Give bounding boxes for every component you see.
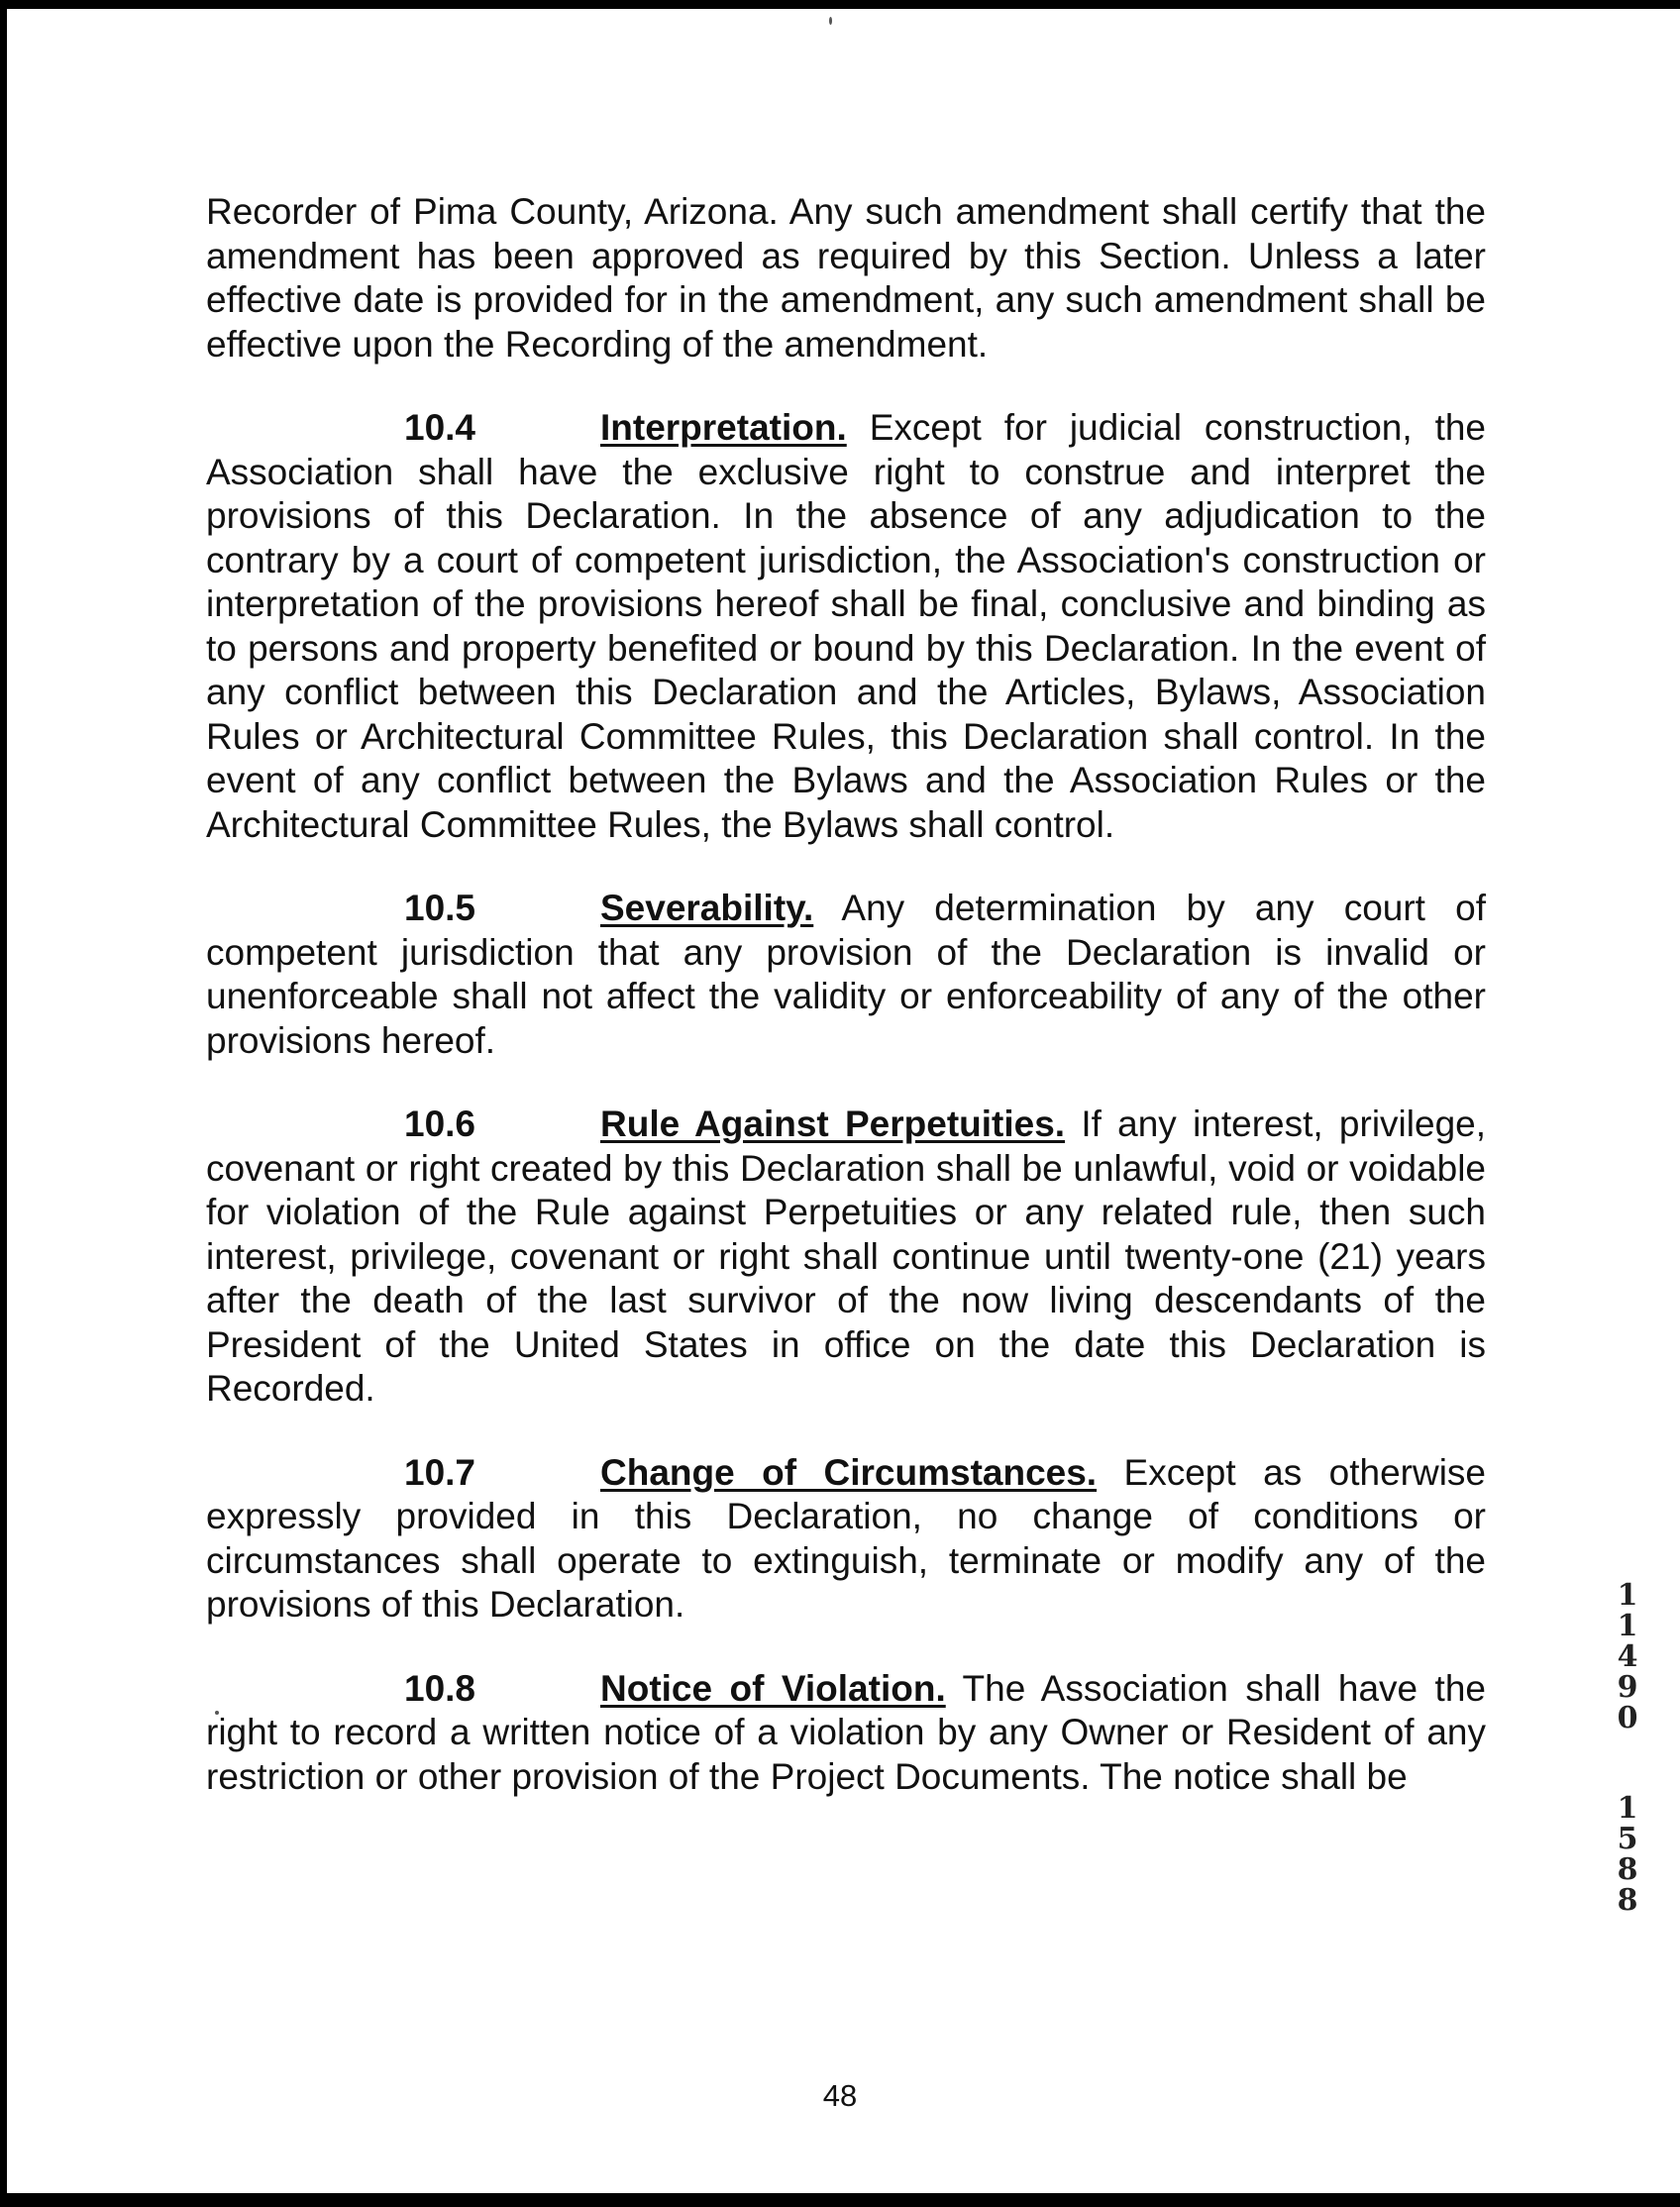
section-number: 10.5 xyxy=(404,888,476,928)
stamp-digit: 0 xyxy=(1617,1701,1638,1735)
recording-number-stamp xyxy=(1613,1580,1642,1916)
section-number: 10.7 xyxy=(404,1451,476,1493)
section-title: Severability. xyxy=(600,888,814,928)
section-title: Interpretation. xyxy=(600,407,847,448)
section-body: Any determination by any court of competent jurisdiction that any provision of the Declaration is invalid or unenforceable shall not affect the validity or enforceability of any of the other provisions hereof. xyxy=(206,888,1486,1061)
stamp-digit: 1 xyxy=(1617,1791,1638,1826)
section-10-7 xyxy=(206,1451,1486,1628)
section-body: The Association shall have the right to record a written notice of a violation by any Owner or Resident of any restriction or other provision of the Project Documents. The notice shall be xyxy=(206,1667,1486,1797)
scan-speck xyxy=(829,17,832,25)
stamp-digit: 9 xyxy=(1617,1670,1638,1705)
section-10-5 xyxy=(206,887,1486,1063)
section-number: 10.6 xyxy=(404,1104,476,1144)
section-10-6 xyxy=(206,1103,1486,1412)
page-number: 48 xyxy=(822,2078,858,2113)
scan-border-bottom xyxy=(0,2193,1680,2207)
stamp-digit: 1 xyxy=(1617,1609,1638,1643)
section-body: Except for judicial construction, the Association shall have the exclusive right to construe and interpret the provisions of this Declaration. In the absence of any adjudication to the contrary by a court of competent jurisdiction, the Association's construction or interpretation of the provisions hereof shall be final, conclusive and binding as to persons and property benefited or bound by this Declaration. In the event of any conflict between this Declaration and the Articles, Bylaws, Association Rules or Architectural Committee Rules, this Declaration shall control. In the event of any conflict between the Bylaws and the Association Rules or the Architectural Committee Rules, the Bylaws shall control. xyxy=(206,407,1487,845)
section-10-8 xyxy=(206,1667,1486,1800)
section-title: Change of Circumstances. xyxy=(600,1451,1098,1493)
section-body: If any interest, privilege, covenant or right created by this Declaration shall be unlawful, void or voidable for violation of the Rule against Perpetuities or any related rule, then such interest, privilege, covenant or right shall continue until twenty-one (21) years after the death of the last survivor of the now living descendants of the President of the United States in office on the date this Declaration is Recorded. xyxy=(206,1104,1487,1409)
stamp-digit: 4 xyxy=(1617,1639,1638,1674)
section-10-4 xyxy=(206,406,1486,847)
section-number: 10.4 xyxy=(404,407,476,448)
section-number: 10.8 xyxy=(404,1667,476,1709)
section-title: Notice of Violation. xyxy=(600,1667,946,1709)
stamp-digit: 5 xyxy=(1617,1822,1638,1856)
document-page xyxy=(206,190,1486,1799)
stamp-digit: 1 xyxy=(1617,1578,1638,1613)
section-body: Except as otherwise expressly provided in this Declaration, no change of conditions or circumstances shall operate to extinguish, terminate or modify any of the provisions of this Declaration. xyxy=(206,1451,1486,1625)
stamp-digit: 8 xyxy=(1617,1883,1638,1918)
scan-border-left xyxy=(0,0,7,2207)
section-title: Rule Against Perpetuities. xyxy=(600,1104,1066,1144)
scan-border-top xyxy=(0,0,1680,9)
stamp-digit: 8 xyxy=(1617,1852,1638,1887)
intro-paragraph: Recorder of Pima County, Arizona. Any such amendment shall certify that the amendment has been approved as required by this Section. Unless a later effective date is provided for in the amendment, any such amendment shall be effective upon the Recording of the amendment. xyxy=(206,191,1486,365)
